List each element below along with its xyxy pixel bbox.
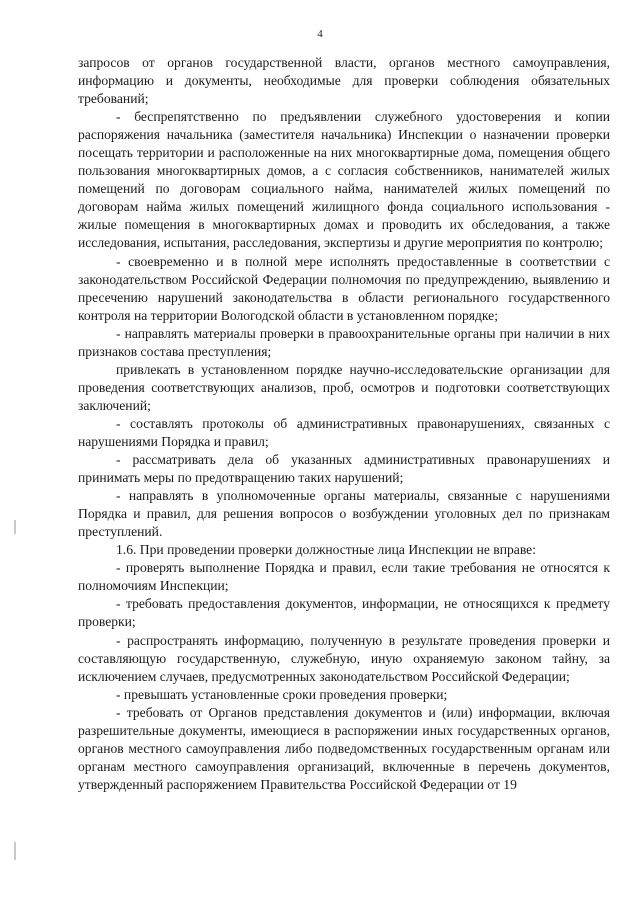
paragraph: привлекать в установленном порядке научно-исследовательские организации для проведения соответствующих анализов, проб, осмотров и подготовки соответствующих заключений; (78, 361, 610, 413)
paragraph: - требовать предоставления документов, информации, не относящихся к предмету проверки; (78, 596, 610, 630)
paragraph: - превышать установленные сроки проведения проверки; (116, 686, 448, 702)
document-body (78, 54, 610, 794)
paragraph: - направлять материалы проверки в правоохранительные органы при наличии в них признаков состава преступления; (78, 325, 610, 359)
paragraph: - распространять информацию, полученную в результате проведения проверки и составляющую государственную, служебную, иную охраняемую законом тайну, за исключением случаев, предусмотренных законодательством Российской Федерации; (78, 632, 610, 684)
page-number: 4 (317, 28, 323, 40)
paragraph: - своевременно и в полной мере исполнять предоставленные в соответствии с законодательством Российской Федерации полномочия по предупреждению, выявлению и пресечению нарушений законодательства в области регионального государственного контроля на территории Вологодской области в установленном порядке; (78, 253, 610, 323)
paragraph: - составлять протоколы об административных правонарушениях, связанных с нарушениями Порядка и правил; (78, 415, 610, 449)
paragraph: - проверять выполнение Порядка и правил, если такие требования не относятся к полномочиям Инспекции; (78, 560, 610, 594)
scan-edge-mark (14, 520, 16, 534)
paragraph: - рассматривать дела об указанных административных правонарушениях и принимать меры по предотвращению таких нарушений; (78, 452, 610, 486)
paragraph: запросов от органов государственной власти, органов местного самоуправления, информацию и документы, необходимые для проверки соблюдения обязательных требований; (78, 55, 610, 107)
paragraph: - беспрепятственно по предъявлении служебного удостоверения и копии распоряжения начальника (заместителя начальника) Инспекции о назначении проверки посещать территории и расположенные на них многоквартирные дома, помещения общего пользования многоквартирных домов, а с согласия собственников, нанимателей жилых помещений по договорам социального найма, нанимателей жилых помещений по договорам найма жилых помещений жилищного фонда социального использования - жилые помещения в многоквартирных домах и проводить их обследования, а также исследования, испытания, расследования, экспертизы и другие мероприятия по контролю; (78, 109, 610, 251)
section-heading: 1.6. При проведении проверки должностные лица Инспекции не вправе: (116, 542, 536, 558)
scan-edge-mark (14, 842, 16, 860)
paragraph: - направлять в уполномоченные органы материалы, связанные с нарушениями Порядка и правил, для решения вопросов о возбуждении уголовных дел по признакам преступлений. (78, 488, 610, 540)
paragraph: - требовать от Органов представления документов и (или) информации, включая разрешительные документы, имеющиеся в распоряжении иных государственных органов, органов местного самоуправления либо подведомственных государственным органам или органам местного самоуправления организаций, включенные в перечень документов, утвержденный распоряжением Правительства Российской Федерации от 19 (78, 704, 610, 792)
